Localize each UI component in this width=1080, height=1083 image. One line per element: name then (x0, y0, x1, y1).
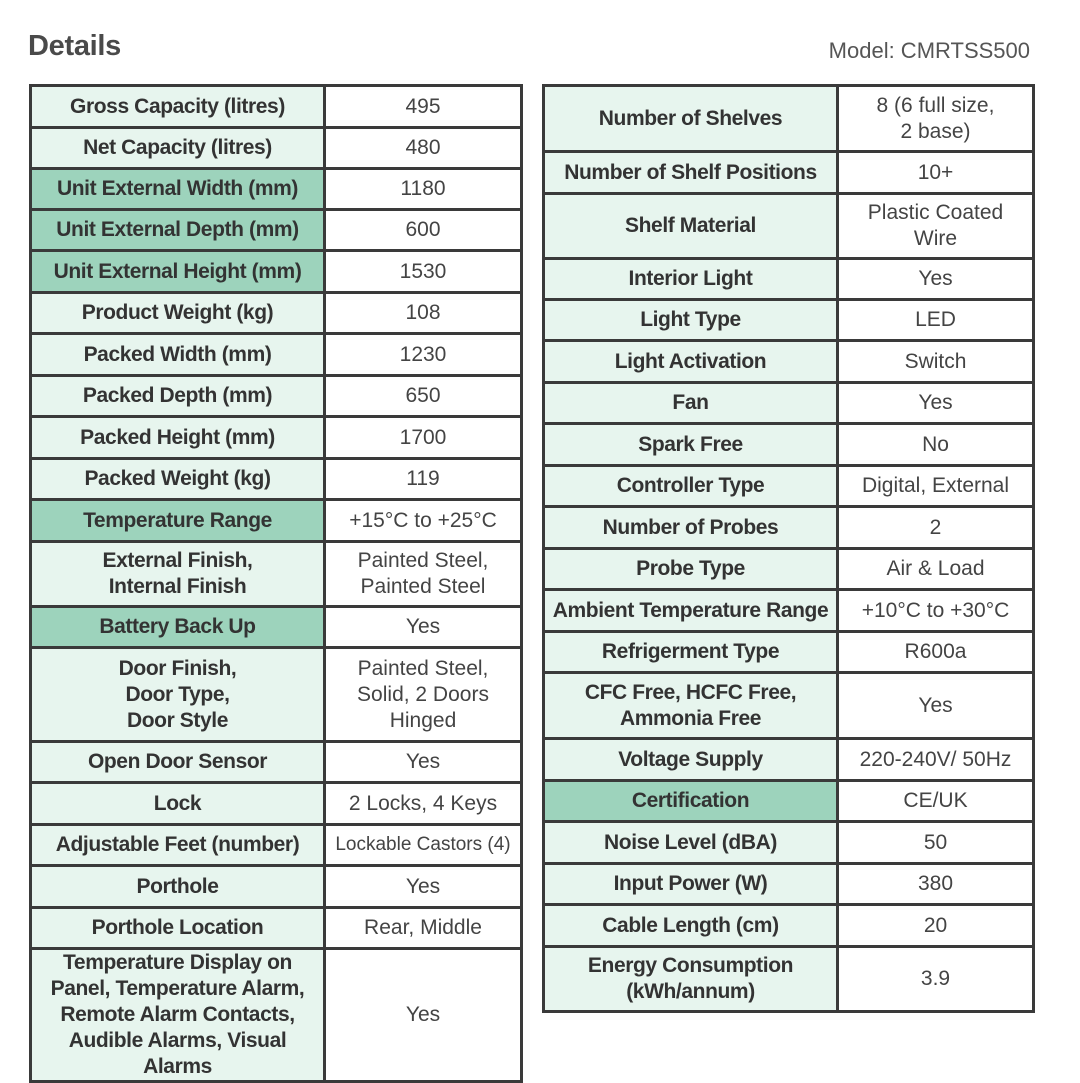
table-row (31, 648, 522, 742)
table-row (544, 424, 1034, 466)
spec-label: Packed Height (mm) (31, 417, 325, 459)
table-row (544, 905, 1034, 947)
spec-value: Plastic Coated Wire (838, 194, 1034, 259)
table-row (31, 293, 522, 334)
spec-label: Packed Width (mm) (31, 334, 325, 376)
table-row (544, 259, 1034, 300)
table-row (544, 341, 1034, 383)
spec-label: Voltage Supply (544, 739, 838, 781)
spec-label: Number of Shelf Positions (544, 152, 838, 194)
table-row (544, 549, 1034, 590)
spec-label: Fan (544, 383, 838, 424)
table-row (31, 908, 522, 949)
spec-label: Packed Depth (mm) (31, 376, 325, 417)
spec-value: Yes (325, 607, 522, 648)
table-row (544, 673, 1034, 739)
spec-label: Interior Light (544, 259, 838, 300)
table-row (31, 251, 522, 293)
table-row (544, 632, 1034, 673)
right-spec-table (542, 84, 1035, 1013)
spec-label: Spark Free (544, 424, 838, 466)
spec-label: Porthole (31, 866, 325, 908)
spec-value: Digital, External (838, 466, 1034, 507)
spec-value: Yes (838, 259, 1034, 300)
table-row (31, 128, 522, 169)
spec-value: 8 (6 full size, 2 base) (838, 86, 1034, 152)
spec-value: 2 (838, 507, 1034, 549)
spec-value: 3.9 (838, 947, 1034, 1012)
spec-label: Lock (31, 783, 325, 825)
spec-value: 220-240V/ 50Hz (838, 739, 1034, 781)
table-row (31, 376, 522, 417)
table-row (31, 542, 522, 607)
table-row (31, 607, 522, 648)
spec-label: Net Capacity (litres) (31, 128, 325, 169)
table-row (544, 864, 1034, 905)
spec-label: Unit External Height (mm) (31, 251, 325, 293)
spec-label: Input Power (W) (544, 864, 838, 905)
spec-label: Cable Length (cm) (544, 905, 838, 947)
table-row (31, 500, 522, 542)
spec-value: 1180 (325, 169, 522, 210)
spec-label: Temperature Range (31, 500, 325, 542)
spec-value: Lockable Castors (4) (325, 825, 522, 866)
spec-value: Rear, Middle (325, 908, 522, 949)
table-row (544, 590, 1034, 632)
table-row (31, 210, 522, 251)
table-row (544, 466, 1034, 507)
spec-label: Number of Probes (544, 507, 838, 549)
spec-label: Gross Capacity (litres) (31, 86, 325, 128)
table-row (31, 825, 522, 866)
spec-label: Adjustable Feet (number) (31, 825, 325, 866)
spec-label: Open Door Sensor (31, 742, 325, 783)
spec-value: 380 (838, 864, 1034, 905)
table-row (544, 383, 1034, 424)
spec-label: Noise Level (dBA) (544, 822, 838, 864)
spec-value: 1530 (325, 251, 522, 293)
spec-value: Air & Load (838, 549, 1034, 590)
spec-label: Ambient Temperature Range (544, 590, 838, 632)
model-number: Model: CMRTSS500 (828, 38, 1030, 63)
spec-value: 650 (325, 376, 522, 417)
spec-label: Product Weight (kg) (31, 293, 325, 334)
spec-value: 1230 (325, 334, 522, 376)
spec-label: Energy Consumption (kWh/annum) (544, 947, 838, 1012)
spec-value: LED (838, 300, 1034, 341)
spec-label: Unit External Width (mm) (31, 169, 325, 210)
table-row (31, 169, 522, 210)
table-row (31, 949, 522, 1082)
spec-label: CFC Free, HCFC Free, Ammonia Free (544, 673, 838, 739)
table-row (544, 507, 1034, 549)
spec-value: No (838, 424, 1034, 466)
spec-value: 10+ (838, 152, 1034, 194)
spec-value: Yes (325, 742, 522, 783)
table-row (544, 86, 1034, 152)
spec-value: 119 (325, 459, 522, 500)
table-row (544, 739, 1034, 781)
spec-value: Painted Steel, Solid, 2 Doors Hinged (325, 648, 522, 742)
table-row (31, 866, 522, 908)
spec-value: 480 (325, 128, 522, 169)
left-spec-table (29, 84, 523, 1083)
table-row (31, 334, 522, 376)
spec-label: Certification (544, 781, 838, 822)
spec-label: Porthole Location (31, 908, 325, 949)
spec-label: Probe Type (544, 549, 838, 590)
spec-value: Yes (325, 949, 522, 1082)
table-row (544, 822, 1034, 864)
table-row (544, 781, 1034, 822)
spec-value: R600a (838, 632, 1034, 673)
table-row (544, 300, 1034, 341)
table-row (544, 152, 1034, 194)
spec-value: CE/UK (838, 781, 1034, 822)
spec-value: +15°C to +25°C (325, 500, 522, 542)
spec-label: Controller Type (544, 466, 838, 507)
table-row (31, 86, 522, 128)
spec-value: Painted Steel, Painted Steel (325, 542, 522, 607)
spec-value: Yes (838, 673, 1034, 739)
spec-label: Refrigerment Type (544, 632, 838, 673)
table-row (544, 947, 1034, 1012)
spec-value: +10°C to +30°C (838, 590, 1034, 632)
spec-label: Packed Weight (kg) (31, 459, 325, 500)
spec-label: Shelf Material (544, 194, 838, 259)
spec-value: 2 Locks, 4 Keys (325, 783, 522, 825)
spec-value: 495 (325, 86, 522, 128)
table-row (31, 783, 522, 825)
spec-value: 108 (325, 293, 522, 334)
spec-value: 20 (838, 905, 1034, 947)
spec-value: Yes (838, 383, 1034, 424)
spec-label: Light Activation (544, 341, 838, 383)
table-row (31, 742, 522, 783)
spec-value: Yes (325, 866, 522, 908)
spec-value: Switch (838, 341, 1034, 383)
table-row (31, 459, 522, 500)
spec-value: 50 (838, 822, 1034, 864)
spec-label: Number of Shelves (544, 86, 838, 152)
spec-value: 600 (325, 210, 522, 251)
spec-label: Battery Back Up (31, 607, 325, 648)
page-title: Details (28, 30, 121, 62)
table-row (544, 194, 1034, 259)
spec-label: Temperature Display on Panel, Temperature Alarm, Remote Alarm Contacts, Audible Alarms, Visual Alarms (31, 949, 325, 1082)
spec-label: Door Finish, Door Type, Door Style (31, 648, 325, 742)
spec-label: External Finish, Internal Finish (31, 542, 325, 607)
table-row (31, 417, 522, 459)
spec-label: Unit External Depth (mm) (31, 210, 325, 251)
spec-label: Light Type (544, 300, 838, 341)
spec-value: 1700 (325, 417, 522, 459)
